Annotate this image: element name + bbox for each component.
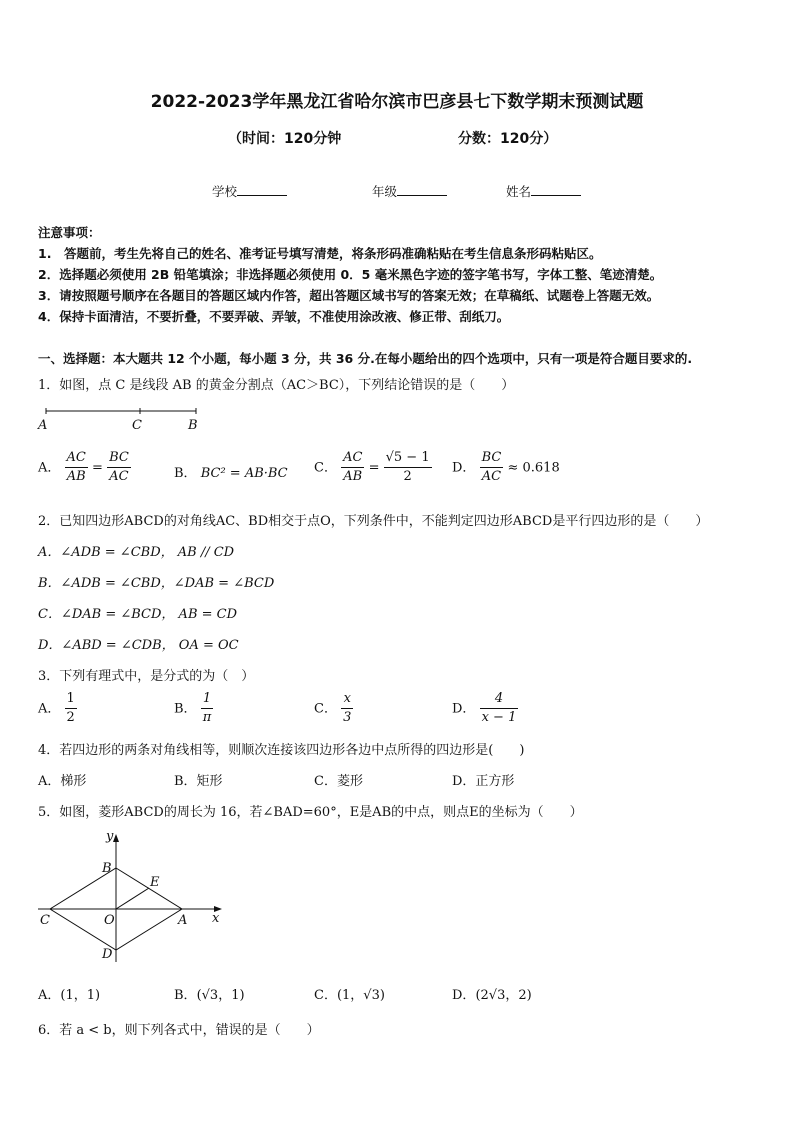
question-2-stem: 2．已知四边形ABCD的对角线AC、BD相交于点O，下列条件中，不能判定四边形ABCD是平行四边形的是（ ） — [38, 514, 709, 529]
notice-item: 4．保持卡面清洁，不要折叠，不要弄破、弄皱，不准使用涂改液、修正带、刮纸刀。 — [38, 309, 510, 324]
school-field[interactable] — [212, 182, 287, 200]
q1-option-c[interactable] — [314, 451, 432, 485]
numerator: BC — [107, 451, 131, 468]
grade-field[interactable] — [372, 182, 447, 200]
numerator: BC — [480, 451, 504, 468]
fraction — [341, 692, 353, 726]
grade-label: 年级 — [372, 184, 398, 199]
fraction — [480, 692, 519, 726]
approx-value: ≈ 0.618 — [507, 460, 560, 476]
q4-option-c[interactable]: C．菱形 — [314, 774, 363, 789]
label-a: A — [178, 913, 188, 928]
exam-time: （时间：120分钟 — [228, 131, 342, 147]
label-a: A — [38, 418, 48, 432]
option-label: A． — [38, 460, 61, 476]
q1-option-a[interactable] — [38, 451, 131, 485]
label-o: O — [104, 913, 115, 928]
denominator: AB — [343, 469, 363, 485]
question-1-stem: 1．如图，点 C 是线段 AB 的黄金分割点（AC＞BC），下列结论错误的是（ ） — [38, 378, 515, 393]
q4-option-d[interactable]: D．正方形 — [452, 774, 515, 789]
question-3-stem: 3．下列有理式中，是分式的为（ ） — [38, 669, 255, 684]
denominator: 2 — [403, 469, 412, 485]
notice-item: 3．请按照题号顺序在各题目的答题区域内作答，超出答题区域书写的答案无效；在草稿纸、试题卷上答题无效。 — [38, 288, 660, 303]
fraction — [107, 451, 131, 485]
fraction — [480, 451, 504, 485]
label-b: B — [188, 418, 198, 432]
question-6-stem: 6．若 a < b，则下列各式中，错误的是（ ） — [38, 1023, 320, 1038]
option-label: C． — [314, 460, 337, 476]
numerator: 1 — [201, 692, 214, 709]
numerator: AC — [65, 451, 88, 468]
section-heading: 一、选择题：本大题共 12 个小题，每小题 3 分，共 36 分.在每小题给出的四个选项中，只有一项是符合题目要求的. — [38, 351, 693, 366]
notice-item: 1. 答题前，考生先将自己的姓名、准考证号填写清楚，将条形码准确粘贴在考生信息条形码粘贴区。 — [38, 246, 602, 261]
grade-blank[interactable] — [397, 183, 447, 196]
q4-option-b[interactable]: B．矩形 — [174, 774, 223, 789]
option-value: (√3，1) — [196, 988, 245, 1003]
fraction — [384, 451, 432, 485]
numerator: 4 — [480, 692, 519, 709]
fraction — [201, 692, 214, 726]
name-label: 姓名 — [506, 184, 532, 199]
school-label: 学校 — [212, 184, 238, 199]
option-value: (1，1) — [60, 988, 101, 1003]
q3-option-c[interactable] — [314, 692, 353, 726]
q1-option-d[interactable] — [452, 451, 560, 485]
school-blank[interactable] — [237, 183, 287, 196]
option-label: A． — [38, 988, 61, 1003]
q3-option-a[interactable] — [38, 692, 77, 726]
q5-option-d[interactable] — [452, 984, 532, 1003]
numerator: √5 − 1 — [384, 451, 432, 468]
fraction — [65, 692, 77, 726]
exam-score: 分数：120分） — [458, 131, 558, 147]
option-label: B． — [174, 701, 197, 717]
q3-option-b[interactable] — [174, 692, 213, 726]
option-label: D． — [452, 988, 476, 1003]
rhombus-figure — [34, 830, 234, 966]
numerator: AC — [341, 451, 364, 468]
y-axis-arrow — [113, 834, 119, 842]
option-expression: BC² = AB·BC — [200, 466, 288, 481]
q3-option-d[interactable] — [452, 692, 518, 726]
question-4-stem: 4．若四边形的两条对角线相等，则顺次连接该四边形各边中点所得的四边形是( ) — [38, 743, 525, 758]
segment-oe — [116, 888, 149, 909]
q1-option-b[interactable] — [174, 462, 288, 481]
q2-option-c[interactable]: C．∠DAB = ∠BCD， AB = CD — [38, 607, 238, 622]
denominator: π — [202, 710, 212, 726]
option-label: B． — [174, 988, 197, 1003]
fraction — [65, 451, 88, 485]
option-label: D． — [452, 460, 476, 476]
label-e: E — [150, 875, 160, 890]
q2-option-b[interactable]: B．∠ADB = ∠CBD，∠DAB = ∠BCD — [38, 576, 275, 591]
label-c: C — [40, 913, 50, 928]
label-c: C — [132, 418, 142, 432]
option-value: (2√3，2) — [475, 988, 532, 1003]
q2-option-a[interactable]: A．∠ADB = ∠CBD， AB // CD — [38, 545, 235, 560]
option-label: C． — [314, 701, 337, 717]
label-x: x — [212, 911, 220, 926]
q4-option-a[interactable]: A．梯形 — [38, 774, 87, 789]
question-5-stem: 5．如图，菱形ABCD的周长为 16，若∠BAD=60°，E是AB的中点，则点E的坐标为（ ） — [38, 805, 583, 820]
option-label: D． — [452, 701, 476, 717]
numerator: x — [341, 692, 353, 709]
denominator: AB — [66, 469, 86, 485]
q5-option-b[interactable] — [174, 984, 245, 1003]
q2-option-d[interactable]: D．∠ABD = ∠CDB， OA = OC — [38, 638, 239, 653]
option-label: C． — [314, 988, 337, 1003]
fraction — [341, 451, 364, 485]
label-y: y — [106, 830, 114, 844]
denominator: 3 — [343, 710, 352, 726]
denominator: x − 1 — [481, 710, 517, 726]
q5-option-c[interactable] — [314, 984, 385, 1003]
label-b: B — [102, 861, 112, 876]
notice-item: 2．选择题必须使用 2B 铅笔填涂；非选择题必须使用 0．5 毫米黑色字迹的签字笔书写，字体工整、笔迹清楚。 — [38, 267, 663, 282]
equals-sign: = — [368, 460, 380, 476]
name-blank[interactable] — [531, 183, 581, 196]
option-label: B． — [174, 466, 197, 481]
page-title: 2022-2023学年黑龙江省哈尔滨市巴彦县七下数学期末预测试题 — [150, 92, 644, 112]
q5-option-a[interactable] — [38, 984, 100, 1003]
segment-figure — [34, 402, 204, 432]
denominator: AC — [109, 469, 129, 485]
label-d: D — [102, 947, 113, 962]
numerator: 1 — [65, 692, 77, 709]
denominator: 2 — [66, 710, 75, 726]
denominator: AC — [481, 469, 502, 485]
equals-sign: = — [92, 460, 103, 476]
option-label: A． — [38, 701, 61, 717]
notice-heading: 注意事项： — [38, 225, 101, 240]
name-field[interactable] — [506, 182, 581, 200]
option-value: (1，√3) — [336, 988, 385, 1003]
